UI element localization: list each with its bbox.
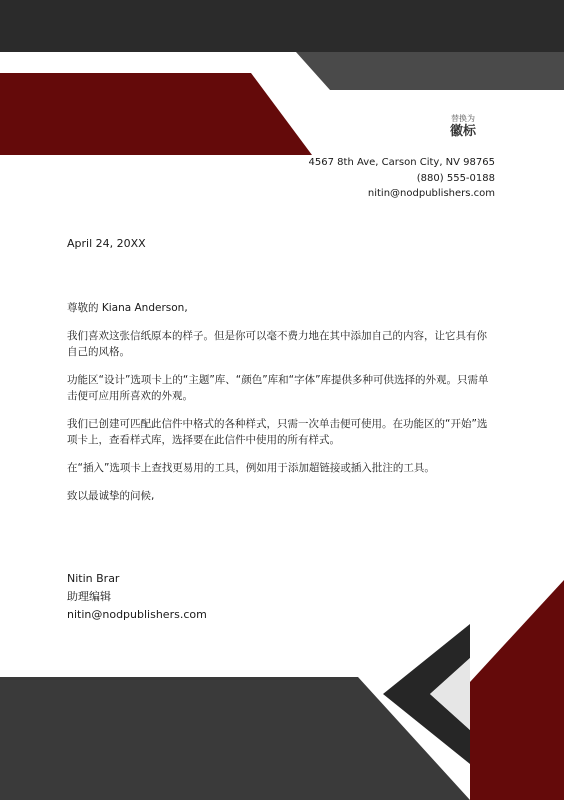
paragraph: 在“插入”选项卡上查找更易用的工具，例如用于添加超链接或插入批注的工具。	[67, 462, 435, 474]
greeting: 尊敬的 Kiana Anderson,	[67, 302, 188, 314]
bottom-maroon-shape	[470, 580, 564, 800]
sender-phone: (880) 555-0188	[416, 172, 495, 184]
paragraph: 我们喜欢这张信纸原本的样子。但是你可以毫不费力地在其中添加自己的内容，让它具有你自己的风格。	[67, 330, 487, 358]
signer-email: nitin@nodpublishers.com	[67, 608, 207, 621]
paragraph: 我们已创建可匹配此信件中格式的各种样式，只需一次单击便可使用。在功能区的“开始”选项卡上，查看样式库，选择要在此信件中使用的所有样式。	[67, 418, 488, 446]
sender-contact	[309, 155, 495, 202]
signer-name: Nitin Brar	[67, 572, 120, 585]
top-gray-shape	[296, 52, 564, 90]
letter-body	[67, 300, 497, 516]
top-maroon-shape	[0, 73, 312, 155]
top-band	[0, 0, 564, 52]
logo-line-2: 徽标	[449, 124, 476, 139]
logo-placeholder	[450, 114, 476, 140]
signature-block	[67, 570, 207, 624]
letter-date: April 24, 20XX	[67, 237, 146, 250]
paragraph: 功能区“设计”选项卡上的“主题”库、“颜色”库和“字体”库提供多种可供选择的外观。只需单击便可应用所喜欢的外观。	[67, 374, 489, 402]
signer-title: 助理编辑	[67, 590, 111, 603]
logo-line-1: 替换为	[450, 114, 475, 123]
sender-email: nitin@nodpublishers.com	[367, 188, 495, 199]
closing: 致以最诚挚的问候,	[67, 490, 155, 502]
sender-address: 4567 8th Ave, Carson City, NV 98765	[308, 157, 495, 168]
